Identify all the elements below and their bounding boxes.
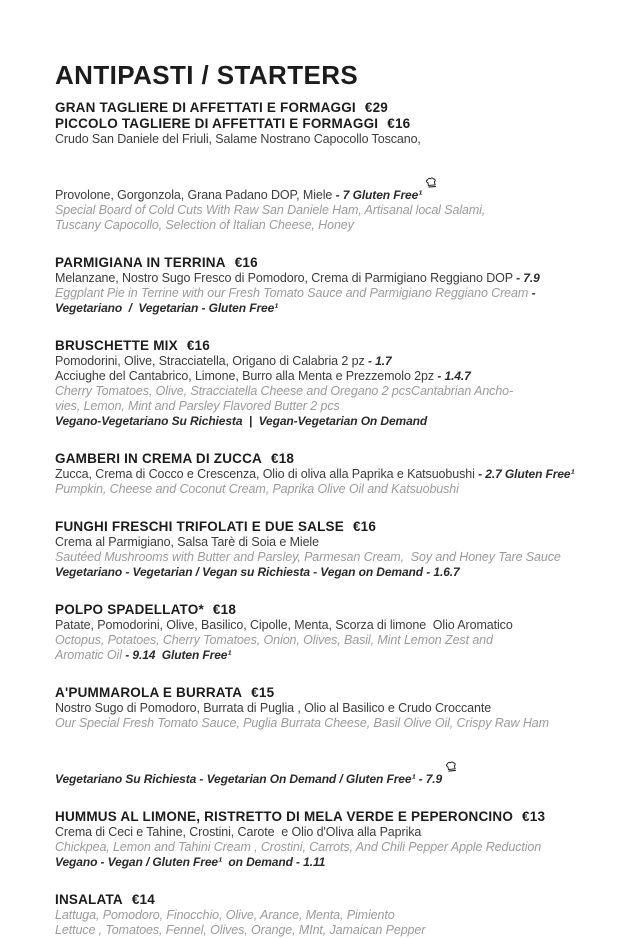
text-segment: Pomodorini, Olive, Stracciatella, Origano di Calabria 2 pz (55, 354, 368, 368)
text-segment: Vegetariano - Vegetarian / Vegan su Richiesta - Vegan on Demand - 1.6.7 (55, 565, 460, 579)
item-price: €16 (352, 519, 377, 534)
item-line (55, 535, 590, 550)
text-segment: - 9.14 Gluten Free¹ (125, 648, 232, 662)
item-line (55, 840, 590, 855)
item-line (55, 286, 590, 301)
item-title-line (55, 116, 590, 132)
item-line (55, 633, 590, 648)
text-segment: Zucca, Crema di Cocco e Crescenza, Olio di oliva alla Paprika e Katsuobushi (55, 467, 479, 481)
text-segment: Patate, Pomodorini, Olive, Basilico, Cipolle, Menta, Scorza di limone Olio Aromatico (55, 618, 513, 632)
item-line (55, 467, 590, 482)
menu-item (55, 809, 590, 870)
text-segment: Nostro Sugo di Pomodoro, Burrata di Puglia , Olio al Basilico e Crudo Croccante (55, 701, 492, 715)
item-line (55, 618, 590, 633)
text-segment: Aromatic Oil (55, 648, 126, 662)
item-line (55, 147, 590, 203)
item-line (55, 908, 590, 923)
text-segment: Provolone, Gorgonzola, Grana Padano DOP, Miele (55, 188, 336, 202)
chef-hat-icon (425, 147, 441, 159)
text-segment: - 1.4.7 (437, 369, 471, 383)
text-segment: Lettuce , Tomatoes, Fennel, Olives, Orange, MInt, Jamaican Pepper (55, 923, 426, 937)
item-price: €14 (131, 892, 155, 907)
item-name: POLPO SPADELLATO* (55, 602, 204, 617)
item-title-line (55, 892, 590, 908)
text-segment: Vegano-Vegetariano Su Richiesta | Vegan-Vegetarian On Demand (55, 414, 428, 428)
text-segment: Octopus, Potatoes, Cherry Tomatoes, Onion, Olives, Basil, Mint Lemon Zest and (55, 633, 493, 647)
menu-item (55, 892, 590, 938)
item-name: GRAN TAGLIERE DI AFFETTATI E FORMAGGI (55, 100, 356, 115)
text-segment: Crema al Parmigiano, Salsa Tarè di Soia e Miele (55, 535, 319, 549)
item-line (55, 565, 590, 580)
text-segment: - (531, 286, 536, 300)
item-line (55, 482, 590, 497)
menu-item (55, 255, 590, 316)
text-segment: Our Special Fresh Tomato Sauce, Puglia Burrata Cheese, Basil Olive Oil, Crispy Raw Ham (55, 716, 549, 730)
page-title: ANTIPASTI / STARTERS (55, 60, 359, 90)
menu-item (55, 451, 590, 497)
item-title-line (55, 255, 590, 271)
item-name: FUNGHI FRESCHI TRIFOLATI E DUE SALSE (55, 519, 344, 534)
text-segment: - 1.7 (368, 354, 392, 368)
text-segment: Lattuga, Pomodoro, Finocchio, Olive, Arance, Menta, Pimiento (55, 908, 395, 922)
text-segment: Crudo San Daniele del Friuli, Salame Nostrano Capocollo Toscano, (55, 132, 421, 146)
text-segment: Chickpea, Lemon and Tahini Cream , Crostini, Carrots, And Chili Pepper Apple Reduction (55, 840, 542, 854)
item-line (55, 550, 590, 565)
item-line (55, 301, 590, 316)
item-price: €16 (234, 255, 258, 270)
item-line (55, 271, 590, 286)
item-line (55, 414, 590, 429)
item-line (55, 218, 590, 233)
text-segment: Vegetariano / Vegetarian - Gluten Free¹ (55, 301, 279, 315)
text-segment: Pumpkin, Cheese and Coconut Cream, Paprika Olive Oil and Katsuobushi (55, 482, 459, 496)
item-line (55, 716, 590, 731)
item-line (55, 369, 590, 384)
text-segment: Melanzane, Nostro Sugo Fresco di Pomodoro, Crema di Parmigiano Reggiano DOP (55, 271, 517, 285)
item-line (55, 825, 590, 840)
menu-item (55, 100, 590, 233)
item-line (55, 132, 590, 147)
text-segment: Vegetariano Su Richiesta - Vegetarian On Demand / Gluten Free¹ - 7.9 (55, 772, 446, 786)
item-title-line (55, 809, 590, 825)
item-line (55, 701, 590, 716)
menu-item (55, 338, 590, 429)
text-segment: - 2.7 Gluten Free¹ (478, 467, 575, 481)
item-title-line (55, 338, 590, 354)
item-line (55, 203, 590, 218)
text-segment: Tuscany Capocollo, Selection of Italian Cheese, Honey (55, 218, 354, 232)
item-line (55, 354, 590, 369)
item-title-line (55, 602, 590, 618)
item-price: €13 (522, 809, 546, 824)
item-line (55, 648, 590, 663)
item-name: INSALATA (55, 892, 123, 907)
text-segment: Eggplant Pie in Terrine with our Fresh Tomato Sauce and Parmigiano Reggiano Cream (55, 286, 532, 300)
chef-hat-icon (445, 731, 461, 743)
text-segment: Vegano - Vegan / Gluten Free¹ on Demand - 1.11 (55, 855, 326, 869)
item-name: GAMBERI IN CREMA DI ZUCCA (55, 451, 262, 466)
item-line (55, 923, 590, 938)
item-line (55, 399, 590, 414)
item-name: A'PUMMAROLA E BURRATA (55, 685, 243, 700)
text-segment: Special Board of Cold Cuts With Raw San Daniele Ham, Artisanal local Salami, (55, 203, 486, 217)
item-line (55, 855, 590, 870)
item-price: €18 (212, 602, 237, 617)
item-price: €18 (271, 451, 295, 466)
item-title-line (55, 685, 590, 701)
item-name: PICCOLO TAGLIERE DI AFFETTATI E FORMAGGI (55, 116, 379, 131)
item-name: PARMIGIANA IN TERRINA (55, 255, 226, 270)
menu-item (55, 519, 590, 580)
menu-item (55, 685, 590, 787)
text-segment: vies, Lemon, Mint and Parsley Flavored Butter 2 pcs (55, 399, 340, 413)
item-price: €16 (186, 338, 210, 353)
item-price: €29 (364, 100, 389, 115)
text-segment: Cherry Tomatoes, Olive, Stracciatella Cheese and Oregano 2 pcsCantabrian Ancho- (55, 384, 514, 398)
item-price: €16 (387, 116, 411, 131)
item-name: BRUSCHETTE MIX (55, 338, 178, 353)
text-segment: - 7 Gluten Free¹ (335, 188, 426, 202)
item-line (55, 731, 590, 787)
item-price: €15 (251, 685, 275, 700)
text-segment: - 7.9 (516, 271, 540, 285)
item-title-line (55, 451, 590, 467)
text-segment: Sautéed Mushrooms with Butter and Parsley, Parmesan Cream, Soy and Honey Tare Sauce (55, 550, 561, 564)
item-title-line (55, 519, 590, 535)
item-name: HUMMUS AL LIMONE, RISTRETTO DI MELA VERDE E PEPERONCINO (55, 809, 514, 824)
text-segment: Crema di Ceci e Tahine, Crostini, Carote e Olio d'Oliva alla Paprika (55, 825, 422, 839)
text-segment: Acciughe del Cantabrico, Limone, Burro alla Menta e Prezzemolo 2pz (55, 369, 438, 383)
menu-items (55, 100, 590, 938)
item-title-line (55, 100, 590, 116)
menu-item (55, 602, 590, 663)
item-line (55, 384, 590, 399)
